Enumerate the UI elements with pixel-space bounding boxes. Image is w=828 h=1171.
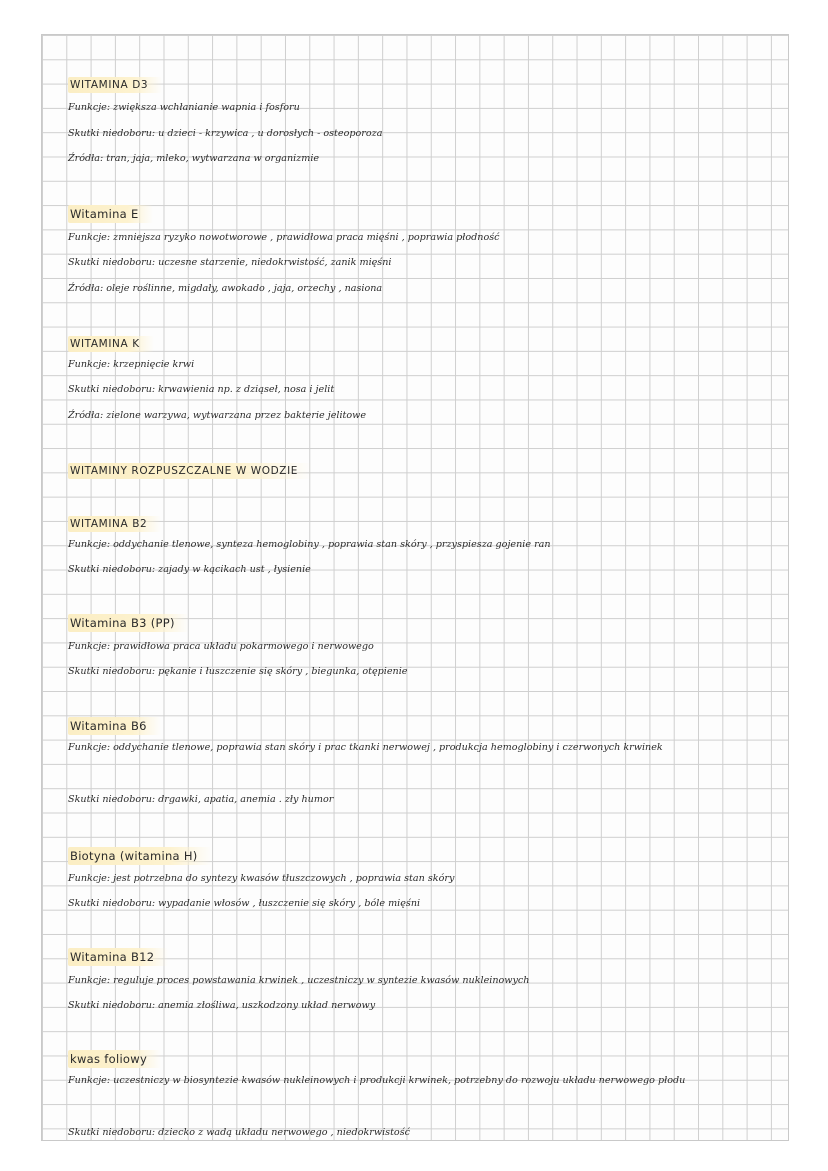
deficiency-line: Skutki niedoboru: zajady w kącikach ust , łysienie — [68, 564, 311, 575]
functions-line: Funkcje: zwiększa wchłanianie wapnia i fosforu — [68, 102, 300, 113]
deficiency-line: Skutki niedoboru: dziecko z wadą układu nerwowego , niedokrwistość — [68, 1127, 411, 1138]
section-vitamin-b3 — [68, 612, 778, 632]
deficiency-line: Skutki niedoboru: krwawienia np. z dziąseł, nosa i jelit — [68, 384, 335, 395]
section-heading: Biotyna (witamina H) — [68, 847, 212, 865]
functions-line: Funkcje: jest potrzebna do syntezy kwasów tłuszczowych , poprawia stan skóry — [68, 873, 455, 884]
section-heading: Witamina B6 — [68, 717, 161, 735]
section-heading: WITAMINY ROZPUSZCZALNE W WODZIE — [68, 463, 312, 479]
functions-line: Funkcje: zmniejsza ryzyko nowotworowe , prawidłowa praca mięśni , poprawia płodność — [68, 232, 500, 243]
section-vitamin-b12 — [68, 946, 778, 966]
functions-line: Funkcje: oddychanie tlenowe, synteza hemoglobiny , poprawia stan skóry , przyspiesza gojenie ran — [68, 539, 551, 550]
section-heading: kwas foliowy — [68, 1050, 161, 1068]
section-heading: WITAMINA D3 — [68, 77, 162, 93]
deficiency-line: Skutki niedoboru: drgawki, apatia, anemia . zły humor — [68, 794, 334, 805]
section-heading: Witamina E — [68, 205, 153, 223]
sources-line: Źródła: tran, jaja, mleko, wytwarzana w organizmie — [68, 153, 320, 164]
deficiency-line: Skutki niedoboru: anemia złośliwa, uszkodzony układ nerwowy — [68, 1000, 376, 1011]
section-heading: WITAMINA B2 — [68, 516, 161, 532]
deficiency-line: Skutki niedoboru: uczesne starzenie, niedokrwistość, zanik mięśni — [68, 257, 392, 268]
functions-line: Funkcje: uczestniczy w biosyntezie kwasów nukleinowych i produkcji krwinek, potrzebny do rozwoju układu nerwowego płodu — [68, 1075, 686, 1086]
section-heading: Witamina B3 (PP) — [68, 614, 189, 632]
section-vitamin-b6 — [68, 715, 778, 735]
section-heading: WITAMINA K — [68, 336, 154, 352]
section-folic-acid — [68, 1048, 778, 1068]
section-biotin — [68, 845, 778, 865]
deficiency-line: Skutki niedoboru: wypadanie włosów , łuszczenie się skóry , bóle mięśni — [68, 898, 421, 909]
section-vitamin-e — [68, 203, 778, 223]
notebook-page — [41, 34, 789, 1141]
section-vitamin-k — [68, 332, 778, 352]
functions-line: Funkcje: reguluje proces powstawania krwinek , uczestniczy w syntezie kwasów nukleinowych — [68, 975, 530, 986]
functions-line: Funkcje: prawidłowa praca układu pokarmowego i nerwowego — [68, 641, 374, 652]
section-water-soluble — [68, 459, 778, 479]
section-vitamin-b2 — [68, 512, 778, 532]
deficiency-line: Skutki niedoboru: pękanie i łuszczenie się skóry , biegunka, otępienie — [68, 666, 408, 677]
section-heading: Witamina B12 — [68, 948, 168, 966]
section-vitamin-d3 — [68, 73, 778, 93]
functions-line: Funkcje: krzepnięcie krwi — [68, 359, 195, 370]
sources-line: Źródła: oleje roślinne, migdały, awokado , jaja, orzechy , nasiona — [68, 283, 383, 294]
deficiency-line: Skutki niedoboru: u dzieci - krzywica , u dorosłych - osteoporoza — [68, 128, 383, 139]
sources-line: Źródła: zielone warzywa, wytwarzana przez bakterie jelitowe — [68, 410, 367, 421]
functions-line: Funkcje: oddychanie tlenowe, poprawia stan skóry i prac tkanki nerwowej , produkcja hemoglobiny i czerwonych krwinek — [68, 742, 663, 753]
